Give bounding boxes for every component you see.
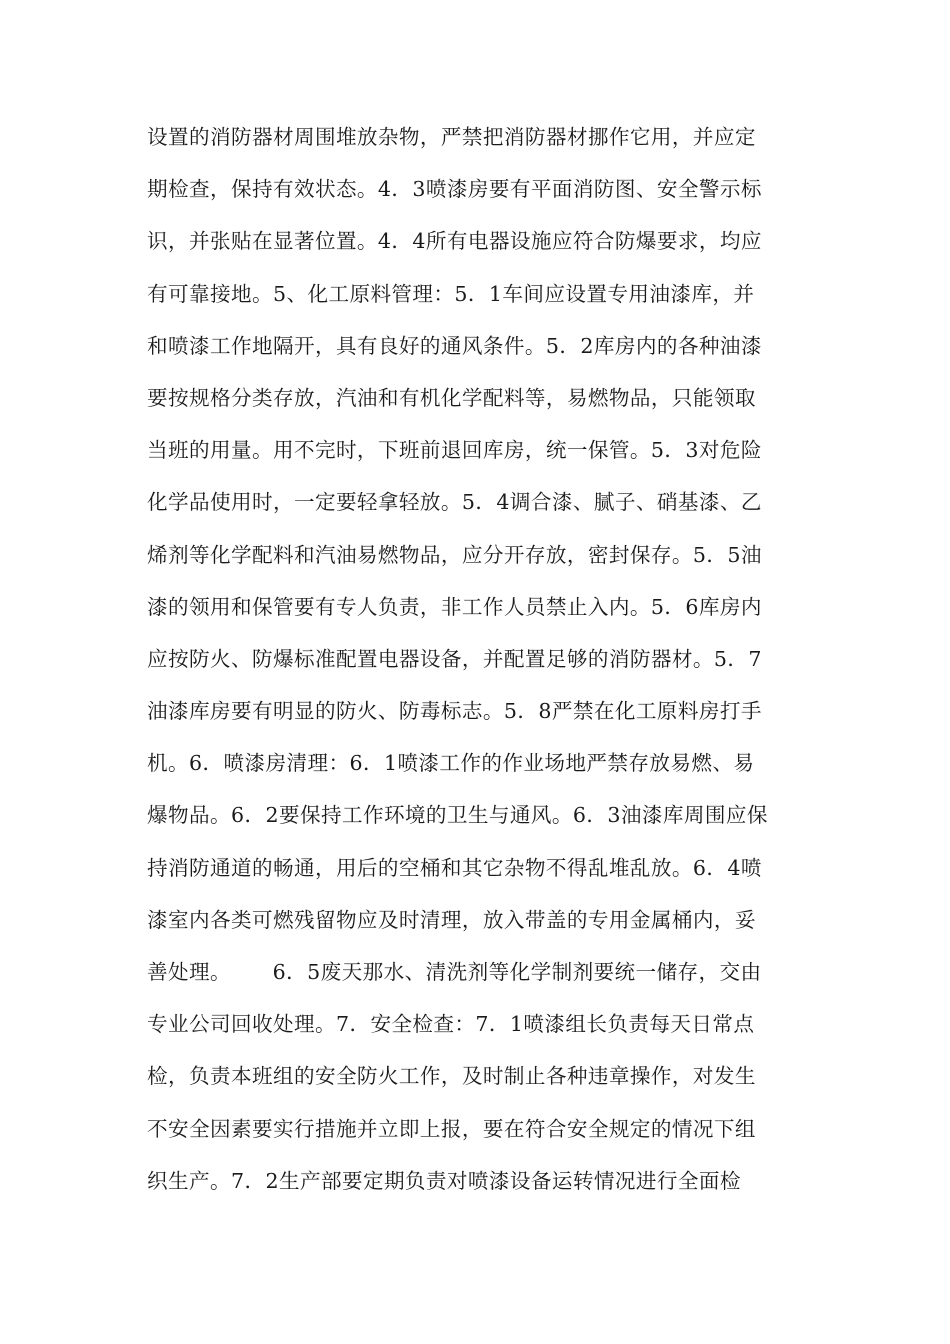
text-line: 漆的领用和保管要有专人负责，非工作人员禁止入内。5．6库房内 bbox=[147, 594, 762, 619]
text-line: 和喷漆工作地隔开，具有良好的通风条件。5．2库房内的各种油漆 bbox=[147, 333, 762, 358]
text-line: 专业公司回收处理。7．安全检查：7．1喷漆组长负责每天日常点 bbox=[147, 1012, 755, 1037]
text-line: 烯剂等化学配料和汽油易燃物品，应分开存放，密封保存。5．5油 bbox=[147, 542, 762, 567]
text-line: 设置的消防器材周围堆放杂物，严禁把消防器材挪作它用，并应定 bbox=[147, 125, 756, 149]
text-line: 漆室内各类可燃残留物应及时清理，放入带盖的专用金属桶内，妥 bbox=[147, 907, 756, 932]
text-line: 油漆库房要有明显的防火、防毒标志。5．8严禁在化工原料房打手 bbox=[147, 699, 762, 724]
text-line: 爆物品。6．2要保持工作环境的卫生与通风。6．3油漆库周围应保 bbox=[147, 803, 768, 828]
text-line: 持消防通道的畅通，用后的空桶和其它杂物不得乱堆乱放。6．4喷 bbox=[147, 855, 762, 880]
text-line: 织生产。7．2生产部要定期负责对喷漆设备运转情况进行全面检 bbox=[147, 1168, 741, 1193]
text-line: 善处理。 6．5废天那水、清洗剂等化学制剂要统一储存，交由 bbox=[147, 960, 762, 984]
text-line: 不安全因素要实行措施并立即上报，要在符合安全规定的情况下组 bbox=[147, 1116, 756, 1141]
text-line: 有可靠接地。5、化工原料管理：5．1车间应设置专用油漆库，并 bbox=[147, 281, 755, 306]
text-line: 当班的用量。用不完时，下班前退回库房，统一保管。5．3对危险 bbox=[147, 438, 762, 463]
text-line: 期检查，保持有效状态。4．3喷漆房要有平面消防图、安全警示标 bbox=[147, 177, 762, 202]
text-line: 机。6．喷漆房清理：6．1喷漆工作的作业场地严禁存放易燃、易 bbox=[147, 751, 755, 776]
text-line: 要按规格分类存放，汽油和有机化学配料等，易燃物品，只能领取 bbox=[147, 385, 756, 410]
body-text bbox=[147, 117, 817, 1213]
text-line: 检，负责本班组的安全防火工作，及时制止各种违章操作，对发生 bbox=[147, 1064, 756, 1089]
text-line: 识，并张贴在显著位置。4．4所有电器设施应符合防爆要求，均应 bbox=[147, 229, 762, 254]
text-line: 化学品使用时，一定要轻拿轻放。5．4调合漆、腻子、硝基漆、乙 bbox=[147, 490, 762, 515]
text-line: 应按防火、防爆标准配置电器设备，并配置足够的消防器材。5．7 bbox=[147, 646, 762, 671]
